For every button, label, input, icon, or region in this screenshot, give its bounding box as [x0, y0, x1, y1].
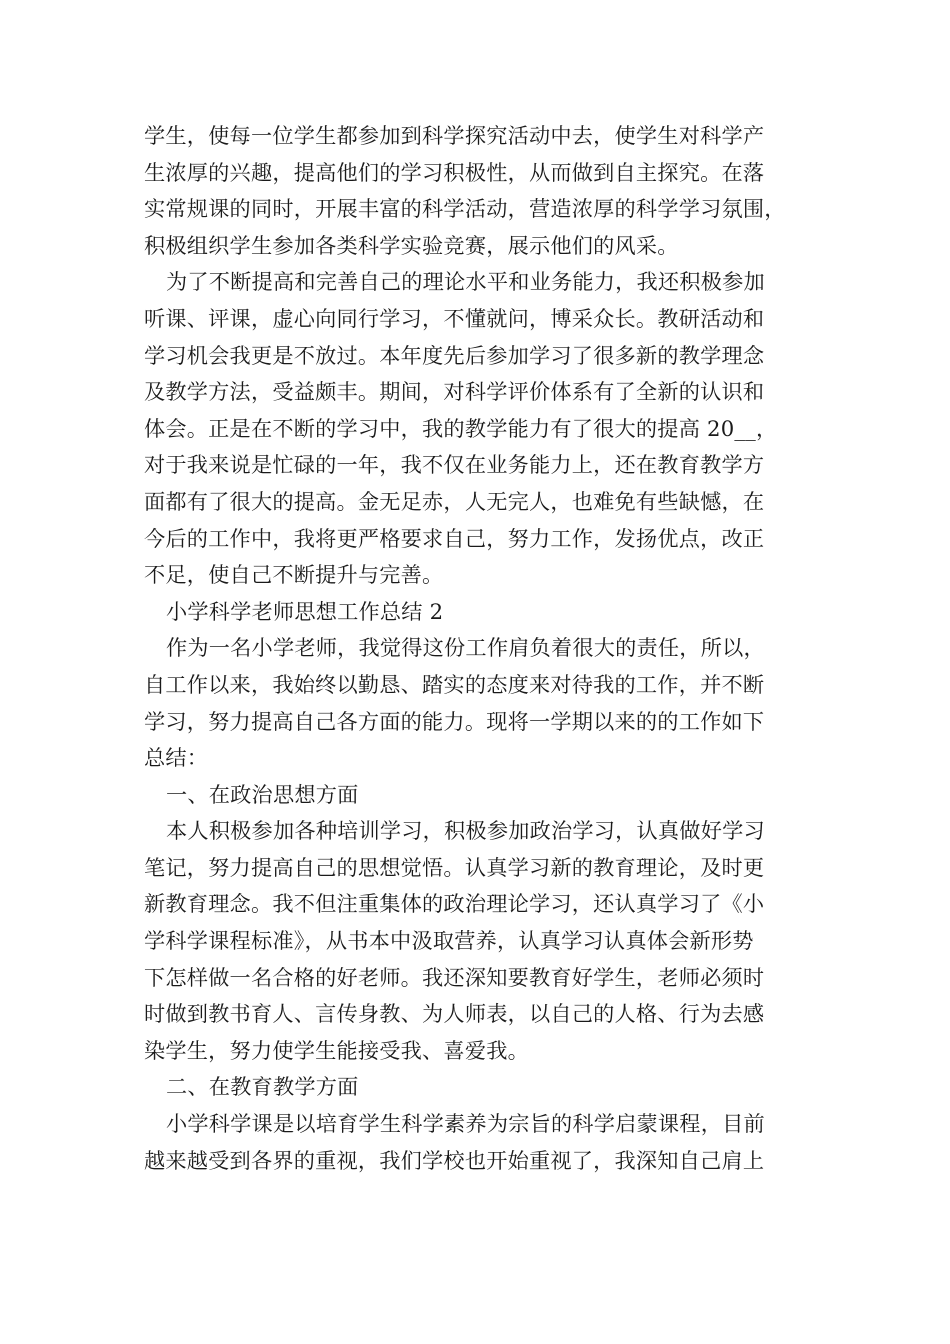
subheading-text: 一、在政治思想方面	[166, 781, 359, 807]
text-line: 自工作以来，我始终以勤恳、踏实的态度来对待我的工作，并不断	[144, 671, 765, 697]
text-line: 本人积极参加各种培训学习，积极参加政治学习，认真做好学习	[166, 818, 765, 844]
paragraph-introduction	[144, 630, 824, 776]
text-line: 总结：	[144, 745, 209, 771]
text-line: 积极组织学生参加各类科学实验竞赛，展示他们的风采。	[144, 232, 679, 258]
text-line: 实常规课的同时，开展丰富的科学活动，营造浓厚的科学学习氛围，	[144, 196, 786, 222]
text-line: 笔记，努力提高自己的思想觉悟。认真学习新的教育理论，及时更	[144, 854, 765, 880]
paragraph-self-improvement	[144, 264, 824, 593]
text-line: 体会。正是在不断的学习中，我的教学能力有了很大的提高 20__，	[144, 415, 778, 441]
text-line: 越来越受到各界的重视，我们学校也开始重视了，我深知自己肩上	[144, 1147, 765, 1173]
subheading-text: 二、在教育教学方面	[166, 1074, 359, 1100]
text-line: 生浓厚的兴趣，提高他们的学习积极性，从而做到自主探究。在落	[144, 159, 765, 185]
section-title	[144, 594, 824, 631]
text-line: 时做到教书育人、言传身教、为人师表，以自己的人格、行为去感	[144, 1001, 765, 1027]
text-line: 学生，使每一位学生都参加到科学探究活动中去，使学生对科学产	[144, 123, 765, 148]
subheading-political	[144, 777, 824, 814]
text-line: 下怎样做一名合格的好老师。我还深知要教育好学生，老师必须时	[144, 964, 765, 990]
section-title-text: 小学科学老师思想工作总结 2	[166, 598, 444, 624]
text-line: 不足，使自己不断提升与完善。	[144, 562, 444, 588]
text-line: 学科学课程标准》，从书本中汲取营养，认真学习认真体会新形势	[144, 928, 754, 954]
text-line: 新教育理念。我不但注重集体的政治理论学习，还认真学习了《小	[144, 891, 765, 917]
document-body	[144, 118, 824, 1179]
text-line: 及教学方法，受益颇丰。期间，对科学评价体系有了全新的认识和	[144, 379, 765, 405]
text-line: 面都有了很大的提高。金无足赤，人无完人，也难免有些缺憾，在	[144, 488, 765, 514]
paragraph-teaching	[144, 1106, 824, 1179]
text-line: 染学生，努力使学生能接受我、喜爱我。	[144, 1037, 529, 1063]
subheading-teaching	[144, 1069, 824, 1106]
text-line: 今后的工作中，我将更严格要求自己，努力工作，发扬优点，改正	[144, 525, 765, 551]
text-line: 学习，努力提高自己各方面的能力。现将一学期以来的的工作如下	[144, 708, 765, 734]
text-line: 为了不断提高和完善自己的理论水平和业务能力，我还积极参加	[166, 269, 765, 295]
text-line: 作为一名小学老师，我觉得这份工作肩负着很大的责任，所以，	[166, 635, 765, 661]
text-line: 学习机会我更是不放过。本年度先后参加学习了很多新的教学理念	[144, 342, 765, 368]
text-line: 对于我来说是忙碌的一年，我不仅在业务能力上，还在教育教学方	[144, 452, 765, 478]
text-line: 小学科学课是以培育学生科学素养为宗旨的科学启蒙课程，目前	[166, 1111, 765, 1137]
paragraph-science-activities	[144, 118, 824, 264]
paragraph-political-thought	[144, 813, 824, 1069]
text-line: 听课、评课，虚心向同行学习，不懂就问，博采众长。教研活动和	[144, 305, 765, 331]
